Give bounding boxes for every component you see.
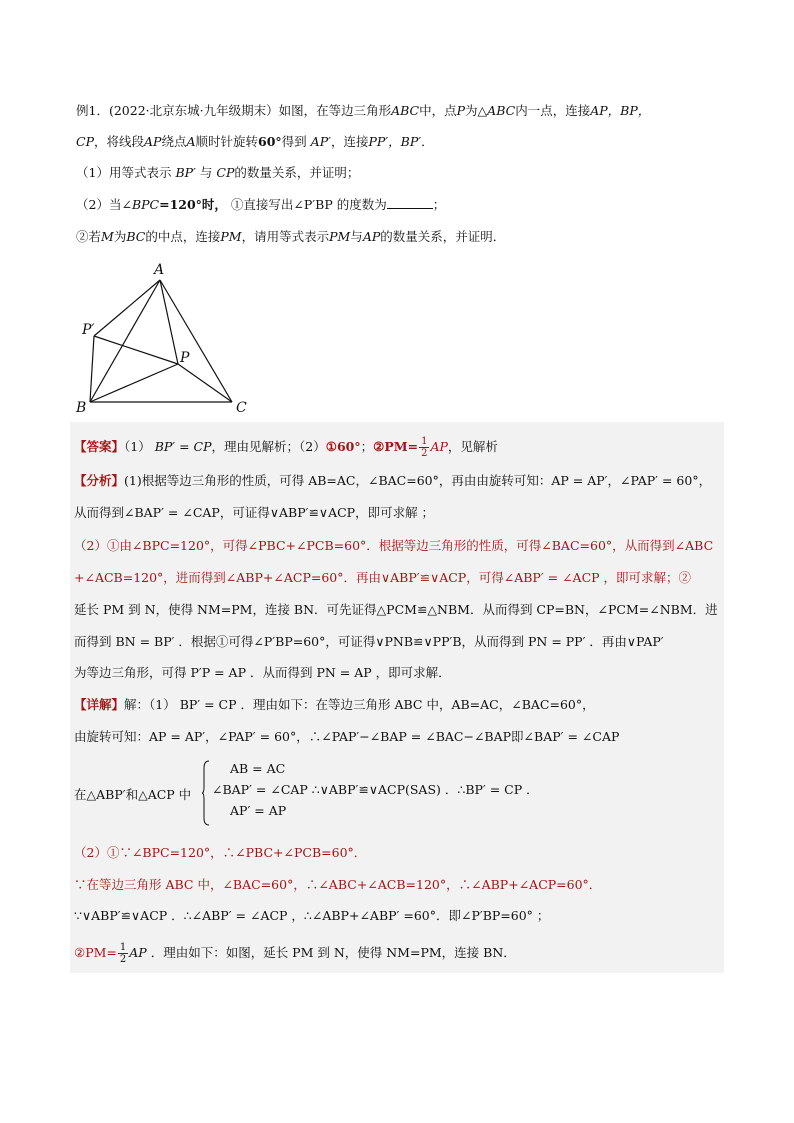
triangle-figure bbox=[72, 260, 272, 420]
answer-line: 【答案】（1） BP′ = CP，理由见解析；（2）①60°；②PM= $\frac{1}{2}$ AP，见解析 bbox=[74, 436, 498, 459]
detail-line-1: 【详解】解：（1） BP′ = CP ．理由如下：在等边三角形 ABC 中，AB=AC，∠BAC=60°， bbox=[74, 697, 595, 712]
problem-line-1: 例1．(2022·北京东城·九年级期末）如图，在等边三角形ABC中，点P为△ABC内一点，连接AP，BP， bbox=[76, 103, 651, 118]
detail-line-4: （2）①∵∠BPC=120°，∴∠PBC+∠PCB=60°． bbox=[74, 845, 367, 860]
segment-CP bbox=[178, 364, 232, 402]
question-1: （1）用等式表示 BP′ 与 CP的数量关系，并证明； bbox=[76, 165, 360, 180]
problem-line-2: CP，将线段AP绕点A顺时针旋转60°得到 AP′，连接PP′，BP′． bbox=[76, 134, 434, 149]
segment-PP-prime bbox=[94, 336, 178, 364]
fraction: $\frac{1}{2}$ bbox=[421, 436, 428, 459]
label-P-prime: P′ bbox=[82, 322, 95, 338]
segment-AP-prime bbox=[94, 280, 160, 336]
analysis-line-1: 【分析】(1)根据等边三角形的性质，可得 AB=AC，∠BAC=60°，再由由旋转可知：AP = AP′，∠PAP′ = 60°， bbox=[74, 473, 712, 488]
segment-AC bbox=[160, 280, 232, 402]
detail-line-2: 由旋转可知：AP = AP′，∠PAP′ = 60°，∴∠PAP′−∠BAP = ∠BAC−∠BAP即∠BAP′ = ∠CAP bbox=[74, 729, 620, 744]
detail-line-6: ∵∨ABP′≌∨ACP ．∴∠ABP′ = ∠ACP ，∴∠ABP+∠ABP′ =60°．即∠P′BP=60° ； bbox=[74, 908, 550, 923]
analysis-line-3: （2）①由∠BPC=120°，可得∠PBC+∠PCB=60°．根据等边三角形的性质，可得∠BAC=60°，从而得到∠ABC bbox=[74, 538, 714, 553]
system-line-2: ∠BAP′ = ∠CAP ∴∨ABP′≌∨ACP(SAS) ．∴BP′ = CP ． bbox=[212, 782, 539, 797]
question-2: （2）当∠BPC=120°时， ①直接写出∠P′BP 的度数为 ； bbox=[76, 197, 446, 212]
detail-line-5: ∵在等边三角形 ABC 中，∠BAC=60°，∴∠ABC+∠ACB=120°，∴∠ABP+∠ACP=60°． bbox=[74, 877, 602, 892]
detail-line-7: ②PM= $\frac{1}{2}$ AP ．理由如下：如图，延长 PM 到 N，使得 NM=PM，连接 BN． bbox=[74, 942, 516, 965]
segment-AP bbox=[160, 280, 178, 364]
system-line-3: AP′ = AP bbox=[230, 803, 287, 818]
question-2-part-2: ②若M为BC的中点，连接PM，请用等式表示PM与AP的数量关系，并证明． bbox=[76, 229, 506, 244]
answer-blank bbox=[387, 196, 433, 209]
analysis-line-4: +∠ACB=120°，进而得到∠ABP+∠ACP=60°．再由∨ABP′≌∨ACP，可得∠ABP′ = ∠ACP ，即可求解；② bbox=[74, 570, 692, 585]
analysis-line-2: 从而得到∠BAP′ = ∠CAP，可证得∨ABP′≌∨ACP，即可求解 ； bbox=[74, 505, 435, 520]
congruence-system bbox=[200, 758, 539, 821]
label-C: C bbox=[236, 400, 247, 416]
detail-line-3: 在△ABP′和△ACP 中 bbox=[74, 787, 192, 802]
segment-BP bbox=[90, 364, 178, 402]
label-B: B bbox=[76, 400, 87, 416]
analysis-line-6: 而得到 BN = BP′ ．根据①可得∠P′BP=60°，可证得∨PNB≌∨PP′B，从而得到 PN = PP′ ．再由∨PAP′ bbox=[74, 634, 664, 649]
fraction: $\frac{1}{2}$ bbox=[119, 942, 127, 965]
label-P: P bbox=[180, 350, 190, 366]
system-line-1: AB = AC bbox=[230, 761, 286, 776]
segment-BP-prime bbox=[90, 336, 94, 402]
label-A: A bbox=[154, 262, 165, 278]
segment-AB bbox=[90, 280, 160, 402]
analysis-line-7: 为等边三角形，可得 P′P = AP ．从而得到 PN = AP ，即可求解． bbox=[74, 665, 451, 680]
analysis-line-5: 延长 PM 到 N，使得 NM=PM，连接 BN．可先证得△PCM≌△NBM．从而得到 CP=BN，∠PCM=∠NBM．进 bbox=[74, 602, 718, 617]
